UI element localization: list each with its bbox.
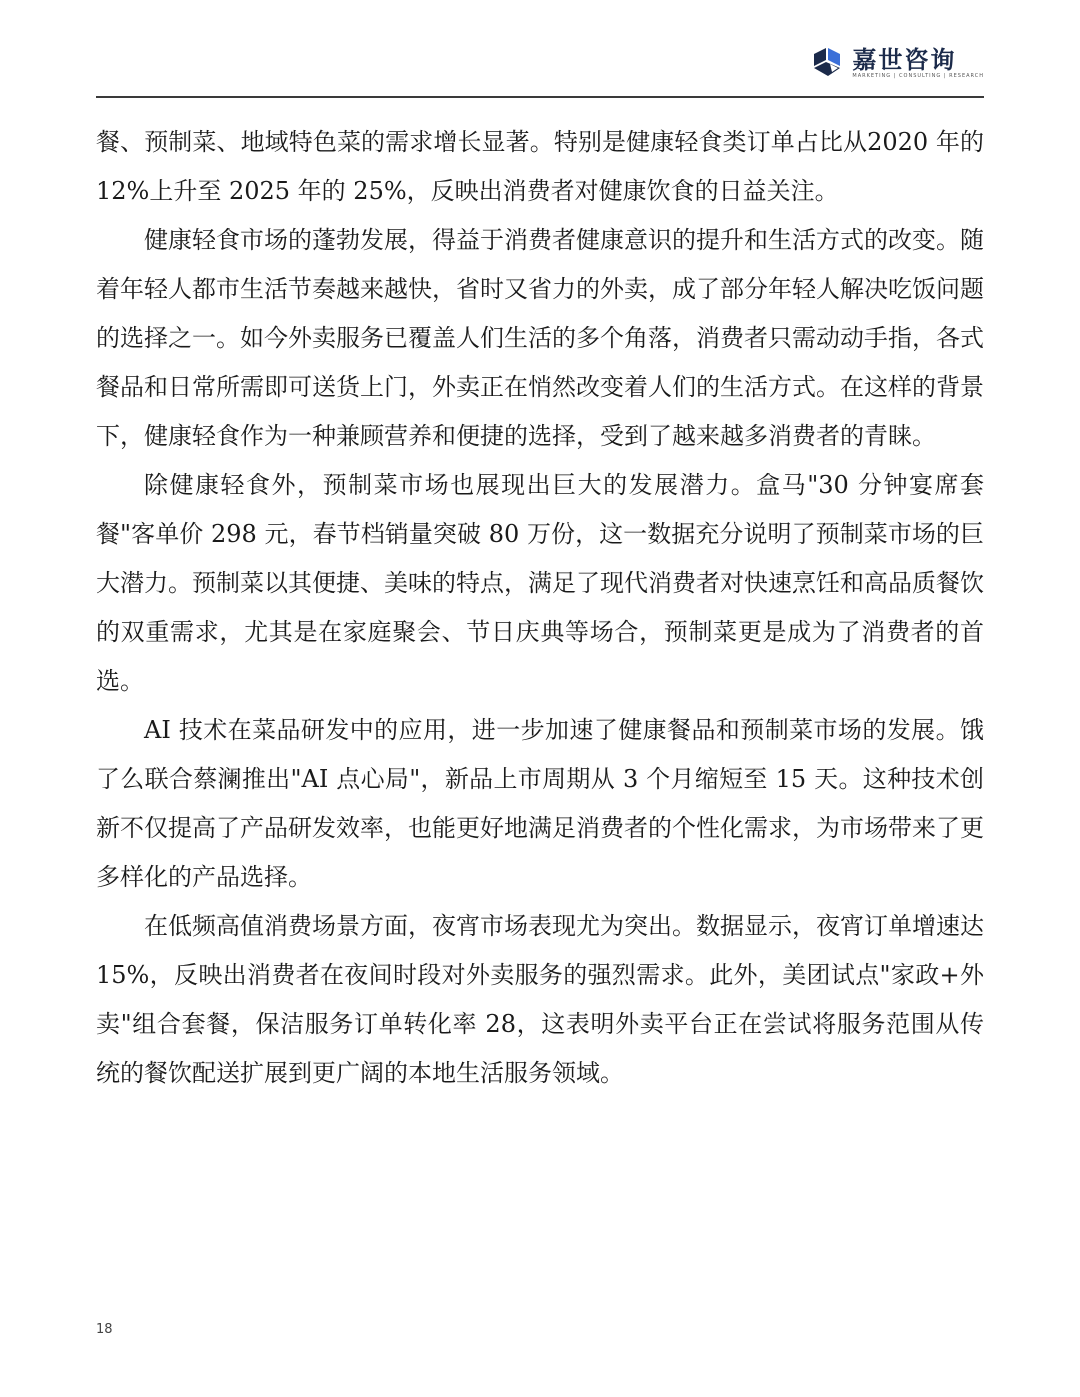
logo-name: 嘉世咨询 bbox=[852, 45, 957, 74]
paragraph: 在低频高值消费场景方面，夜宵市场表现尤为突出。数据显示，夜宵订单增速达 15%，反映出消费者在夜间时段对外卖服务的强烈需求。此外，美团试点"家政+外卖"组合套餐，保洁服务订单转化率 28，这表明外卖平台正在尝试将服务范围从传统的餐饮配送扩展到更广阔的本地生活服务领域。 bbox=[96, 912, 984, 1087]
paragraph: 餐、预制菜、地域特色菜的需求增长显著。特别是健康轻食类订单占比从2020 年的 12%上升至 2025 年的 25%，反映出消费者对健康饮食的日益关注。 bbox=[96, 128, 984, 205]
logo-text bbox=[852, 47, 984, 80]
page-number: 18 bbox=[96, 1322, 113, 1337]
logo-tagline: MARKETING | CONSULTING | RESEARCH bbox=[852, 72, 984, 79]
paragraph: 除健康轻食外，预制菜市场也展现出巨大的发展潜力。盒马"30 分钟宴席套餐"客单价 298 元，春节档销量突破 80 万份，这一数据充分说明了预制菜市场的巨大潜力。预制菜以其便捷、美味的特点，满足了现代消费者对快速烹饪和高品质餐饮的双重需求，尤其是在家庭聚会、节日庆典等场合，预制菜更是成为了消费者的首选。 bbox=[96, 471, 984, 695]
brand-logo bbox=[810, 46, 984, 80]
page-header bbox=[96, 40, 984, 98]
logo-mark-icon bbox=[810, 46, 844, 80]
body-text bbox=[96, 118, 984, 1098]
paragraph: AI 技术在菜品研发中的应用，进一步加速了健康餐品和预制菜市场的发展。饿了么联合蔡澜推出"AI 点心局"，新品上市周期从 3 个月缩短至 15 天。这种技术创新不仅提高了产品研发效率，也能更好地满足消费者的个性化需求，为市场带来了更多样化的产品选择。 bbox=[96, 716, 984, 891]
paragraph: 健康轻食市场的蓬勃发展，得益于消费者健康意识的提升和生活方式的改变。随着年轻人都市生活节奏越来越快，省时又省力的外卖，成了部分年轻人解决吃饭问题的选择之一。如今外卖服务已覆盖人们生活的多个角落，消费者只需动动手指，各式餐品和日常所需即可送货上门，外卖正在悄然改变着人们的生活方式。在这样的背景下，健康轻食作为一种兼顾营养和便捷的选择，受到了越来越多消费者的青睐。 bbox=[96, 226, 984, 450]
